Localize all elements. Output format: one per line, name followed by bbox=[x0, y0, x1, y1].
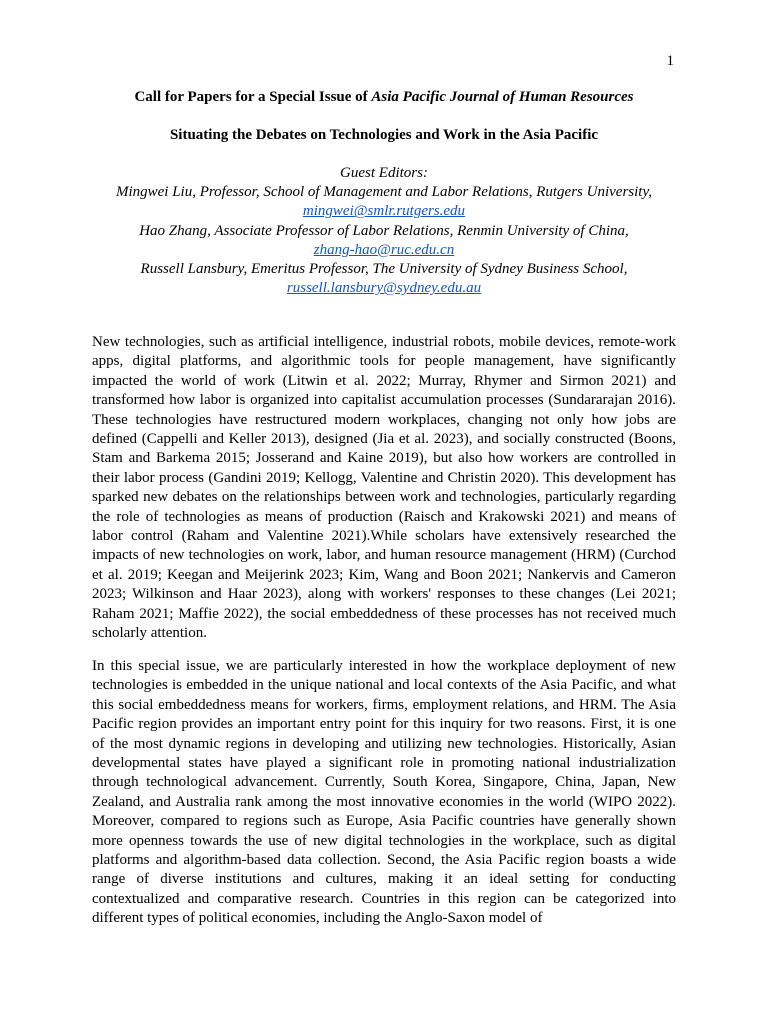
page-number: 1 bbox=[666, 53, 674, 69]
paragraph-text: New technologies, such as artificial intelligence, industrial robots, mobile devices, remote-work apps, digital platforms, and algorithmic tools for people management, have significantly impacted the world of work (Litwin et al. 2022; Murray, Rhymer and Sirmon 2021) and transformed how labor is organized into capitalist accumulation processes (Sundararajan 2016). These technologies have restructured modern workplaces, changing not only how jobs are defined (Cappelli and Keller 2013), designed (Jia et al. 2023), and socially constructed (Boons, Stam and Barkema 2015; Josserand and Kaine 2019), but also how workers are controlled in their labor process (Gandini 2019; Kellogg, Valentine and Christin 2020). This development has sparked new debates on the relationships between work and technologies, particularly regarding the role of technologies as means of production (Raisch and Krakowski 2021) and means of labor control (Raham and Valentine 2021).While scholars have extensively researched the impacts of new technologies on work, labor, and human resource management (HRM) (Curchod et al. 2019; Keegan and Meijerink 2023; Kim, Wang and Boon 2021; Nankervis and Cameron 2023; Wilkinson and Haar 2023), along with workers' responses to these changes (Lei 2021; Raham 2021; Maffie 2022), the social embeddedness of these processes has not received much scholarly attention. bbox=[92, 334, 676, 642]
editor-email-link[interactable]: russell.lansbury@sydney.edu.au bbox=[286, 280, 482, 297]
document-subtitle: Situating the Debates on Technologies and Work in the Asia Pacific bbox=[169, 127, 599, 143]
title-prefix: Call for Papers for a Special Issue of bbox=[134, 89, 372, 105]
editor-email-link[interactable]: mingwei@smlr.rutgers.edu bbox=[302, 203, 466, 220]
editor-email-link[interactable]: zhang-hao@ruc.edu.cn bbox=[313, 241, 455, 258]
journal-name: Asia Pacific Journal of Human Resources bbox=[371, 89, 634, 105]
editor-affiliation: Mingwei Liu, Professor, School of Management and Labor Relations, Rutgers University, bbox=[115, 184, 653, 201]
paragraph-text: In this special issue, we are particularly interested in how the workplace deployment of new technologies is embedded in the unique national and local contexts of the Asia Pacific, and what this social embeddedness means for workers, firms, employment relations, and HRM. The Asia Pacific region provides an important entry point for this inquiry for two reasons. First, it is one of the most dynamic regions in developing and utilizing new technologies. Historically, Asian developmental states have played a significant role in promoting national industrialization through technological advancement. Currently, South Korea, Singapore, China, Japan, New Zealand, and Australia rank among the most innovative economies in the world (WIPO 2022). Moreover, compared to regions such as Europe, Asia Pacific countries have generally shown more openness towards the use of new digital technologies in the workplace, such as digital platforms and algorithm-based data collection. Second, the Asia Pacific region boasts a wide range of diverse institutions and cultures, making it an ideal setting for conducting contextualized and comparative research. Countries in this region can be categorized into different types of political economies, including the Anglo-Saxon model of bbox=[92, 658, 676, 927]
guest-editors-block bbox=[40, 164, 728, 298]
editor-affiliation: Russell Lansbury, Emeritus Professor, The University of Sydney Business School, bbox=[140, 261, 628, 278]
editor-affiliation: Hao Zhang, Associate Professor of Labor Relations, Renmin University of China, bbox=[139, 222, 629, 239]
body-paragraph bbox=[92, 657, 676, 929]
guest-editors-heading: Guest Editors: bbox=[340, 165, 428, 181]
document-title bbox=[0, 89, 768, 106]
body-paragraph bbox=[92, 333, 676, 644]
